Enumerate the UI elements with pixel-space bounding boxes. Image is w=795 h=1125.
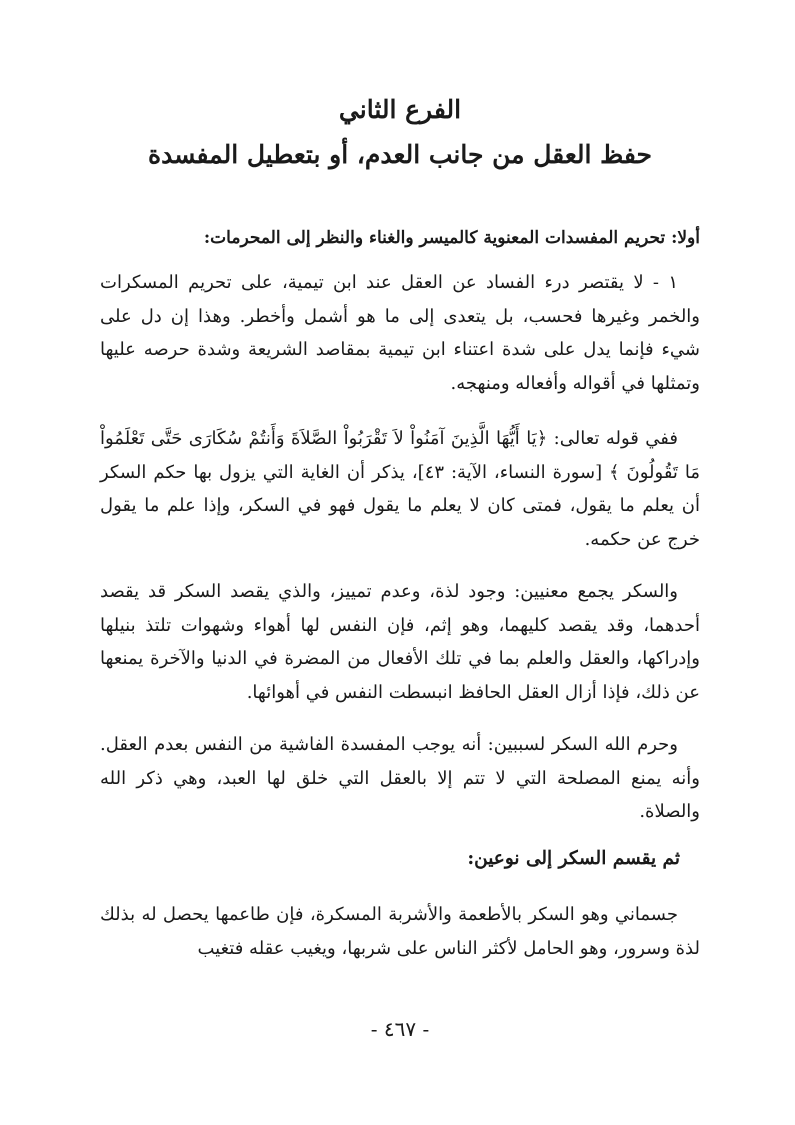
heading-prohibition: أولا: تحريم المفسدات المعنوية كالميسر والغناء والنظر إلى المحرمات:: [203, 228, 700, 248]
page-number: - ٤٦٧ -: [370, 1017, 430, 1041]
section-title: الفرع الثاني: [338, 95, 462, 124]
heading-types-of-intoxication: ثم يقسم السكر إلى نوعين:: [467, 848, 680, 869]
section-subtitle: حفظ العقل من جانب العدم، أو بتعطيل المفسدة: [147, 140, 652, 169]
book-page: [100, 0, 700, 1125]
paragraph-2-quran-verse: ففي قوله تعالى: ﴿يَا أَيُّهَا الَّذِينَ آمَنُواْ لاَ تَقْرَبُواْ الصَّلاَةَ وَأَنتُمْ سُكَارَى حَتَّى تَعْلَمُواْ مَا تَقُولُونَ ﴾ [سورة النساء، الآية: ٤٣]، يذكر أن الغاية التي يزول بها حكم السكر أن يعلم ما يقول، فمتى كان لا يعلم ما يقول فهو في السكر، وإذا علم ما يقول خرج عن حكمه.: [100, 428, 701, 550]
paragraph-1: ١ - لا يقتصر درء الفساد عن العقل عند ابن تيمية، على تحريم المسكرات والخمر وغيرها فحسب، بل يتعدى إلى ما هو أشمل وأخطر. وهذا إن دل على شيء فإنما يدل على شدة اعتناء ابن تيمية بمقاصد الشريعة وشدة حرصه عليها وتمثلها في أقواله وأفعاله ومنهجه.: [100, 272, 700, 394]
paragraph-3: والسكر يجمع معنيين: وجود لذة، وعدم تمييز، والذي يقصد السكر قد يقصد أحدهما، وقد يقصد كليهما، وهو إثم، فإن النفس لها أهواء وشهوات تلتذ بنيلها وإدراكها، والعقل والعلم بما في تلك الأفعال من المضرة في الدنيا والآخرة يمنعها عن ذلك، فإذا أزال العقل الحافظ انبسطت النفس في أهوائها.: [100, 581, 700, 703]
paragraph-5: جسماني وهو السكر بالأطعمة والأشربة المسكرة، فإن طاعمها يحصل له بذلك لذة وسرور، وهو الحامل لأكثر الناس على شربها، ويغيب عقله فتغيب: [100, 904, 700, 959]
paragraph-4: وحرم الله السكر لسببين: أنه يوجب المفسدة الفاشية من النفس بعدم العقل. وأنه يمنع المصلحة التي لا تتم إلا بالعقل التي خلق لها العبد، وهي ذكر الله والصلاة.: [100, 734, 700, 822]
